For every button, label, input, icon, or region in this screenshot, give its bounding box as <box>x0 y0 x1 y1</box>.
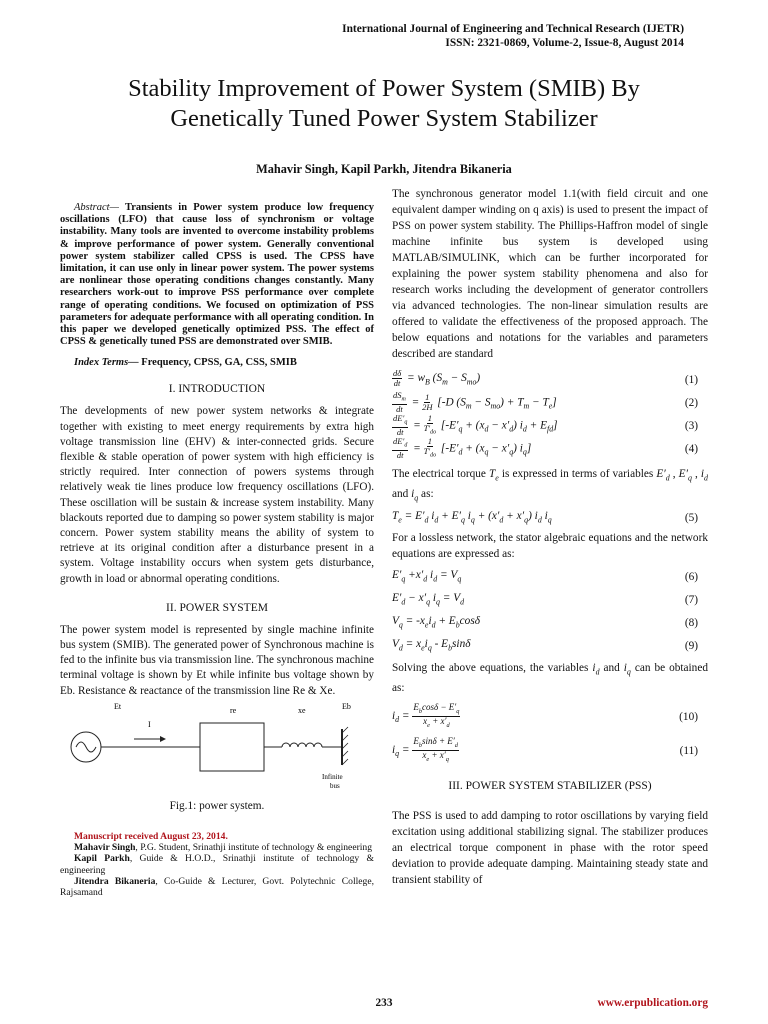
label-xe: xe <box>298 705 306 715</box>
website-link[interactable]: www.erpublication.org <box>597 997 708 1009</box>
resistance-box <box>200 723 264 771</box>
solving-text: Solving the above equations, the variables $i_d$ and $i_q$ can be obtained as: <box>392 661 708 694</box>
manuscript-received: Manuscript received August 23, 2014. <box>74 830 228 842</box>
equation-5: $T_e = E'_d$ $i_d + E'_q$ $i_q + (x'_d + x'_q)$ $i_d$ $i_q$ (5) <box>392 509 698 525</box>
journal-issn: ISSN: 2321-0869, Volume-2, Issue-8, August 2014 <box>445 37 684 49</box>
section-3-heading: III. POWER SYSTEM STABILIZER (PSS) <box>448 779 652 792</box>
label-bus: bus <box>330 781 340 790</box>
section-2-body: The power system model is represented by single machine infinite bus system (SMIB). The generated power of Synchronous machine is fed to the infinite bus via transmission line. The synchronous machine terminal voltage is shown by Et while infinite bus voltage shown by Eb. Resistance & reactance of the transmission line Re & Xe. <box>60 623 374 697</box>
equation-11: $i_q$ = $\frac{E_b\sin\delta + E'_d}{x_e + x'_q}$ (11) <box>392 736 698 764</box>
sine-wave-icon <box>76 742 96 752</box>
figure-caption: Fig.1: power system. <box>169 799 265 812</box>
paper-title <box>40 74 728 134</box>
right-column <box>392 186 708 888</box>
equation-9: $V_d = x_ei_q - E_b\sin\delta$ (9) <box>392 637 698 653</box>
equation-1: $\frac{d\delta}{dt}$ = $w_B$ $(S_m - S_{mo})$ (1) <box>393 367 698 388</box>
abstract: Abstract— Transients in Power system produce low frequency oscillations (LFO) that cause loss of synchronism or voltage instability. Many tools are invented to overcome instability problems & improve performance of power system. Generally conventional power system stabilizer called CPSS is used. The CPSS have limitation, it can use only in linear power system. The power systems are nonlinear those operating conditions changes constantly. Many researchers work-out to improve PSS performance over complete range of operating conditions. We focused on optimization of PSS parameters for adequate performance with all operating condition. In this paper we developed genetically optimized PSS. The effect of CPSS & genetically tuned PSS are demonstrated over SMIB. <box>60 202 374 348</box>
page-number: 233 <box>375 997 393 1009</box>
arrow-head-icon <box>160 736 166 742</box>
equation-4: $\frac{dE'_d}{dt}$ = $\frac{1}{T'_{do}}$ [$-E'_d + (x_q - x'_q)$ $i_q$] (4) <box>393 435 698 461</box>
model-intro: The synchronous generator model 1.1(with field circuit and one equivalent damper winding on q axis) is used to present the impact of PSS on power system stability. The Phillips-Haffron model of single machine infinite bus system is developed using MATLAB/SIMULINK, which can be further incorporated for explaining the power system stability phenomena and also for research works including the development of generator controllers via advanced technologies. The non-linear simulation results are offered to validate the effectiveness of the proposed approach. The below equations and notations for the variables and parameters described are standard <box>392 188 708 360</box>
equation-2: $\frac{dS_m}{dt}$ = $\frac{1}{2H}$ [-D $(S_m - S_{mo}) + T_m - T_e$] (2) <box>393 389 698 415</box>
inductor-coil <box>282 743 322 747</box>
section-3-body: The PSS is used to add damping to rotor oscillations by varying field excitation using additional stabilizing signal. The stabilizer produces an electrical torque component in phase with the rotor speed deviation to provide adequate damping. Maintaining steady state and transient stability of <box>392 809 708 886</box>
title-line-2: Genetically Tuned Power System Stabilizer <box>170 105 598 132</box>
equations-block-3 <box>392 700 708 768</box>
label-et: Et <box>114 701 122 711</box>
author-note-1: Mahavir Singh, P.G. Student, Srinathji institute of technology & engineering <box>74 842 373 854</box>
journal-header <box>342 22 684 50</box>
authors: Mahavir Singh, Kapil Parkh, Jitendra Bikaneria <box>256 162 512 176</box>
journal-name: International Journal of Engineering and Technical Research (IJETR) <box>342 23 684 35</box>
label-infinite: Infinite <box>322 772 343 781</box>
left-column <box>60 186 374 898</box>
equations-block-1 <box>392 368 708 460</box>
equation-10: $i_d$ = $\frac{E_b\cos\delta - E'_q}{x_e + x'_d}$ (10) <box>392 702 698 730</box>
author-note-3: Jitendra Bikaneria, Co-Guide & Lecturer, Govt. Polytechnic College, Rajsamand <box>60 875 374 898</box>
equation-7: $E'_d - x'_q$ $i_q = V_d$ (7) <box>392 591 698 607</box>
equation-8: $V_q = -x_ei_d + E_b\cos\delta$ (8) <box>392 614 698 630</box>
author-note-2: Kapil Parkh, Guide & H.O.D., Srinathji institute of technology & engineering <box>60 853 374 876</box>
lossless-text: For a lossless network, the stator algebraic equations and the network equations are expressed as: <box>392 531 708 560</box>
equations-block-2 <box>392 566 708 658</box>
author-notes <box>60 831 374 898</box>
index-terms: Index Terms— Frequency, CPSS, GA, CSS, SMIB <box>74 357 297 369</box>
section-1-body: The developments of new power system networks & integrate together with existing to meet energy requirements by extra high voltage transmission line (EHV) & inter-connected grids. Secure flexible & stable operation of power system with high efficiency is strictly required. Inter connection of powers systems through relatively weak tie lines produce low frequency oscillations (LFO). These oscillation will be sustain & increase system instability. Many blackouts reported due to damping so power system stability is major concern. Power system stability means the ability of system to retrieve at its original condition after a disturbance present in a system. Voltage instability occurs when system gets disturbance, growth in load or abnormal operating conditions. <box>60 405 374 585</box>
section-2-heading: II. POWER SYSTEM <box>166 601 268 614</box>
smib-diagram <box>60 701 374 797</box>
title-line-1: Stability Improvement of Power System (SMIB) By <box>128 75 640 102</box>
label-i: I <box>148 719 151 729</box>
label-re: re <box>230 705 237 715</box>
section-1-heading: I. INTRODUCTION <box>168 383 266 396</box>
power-system-figure <box>60 701 374 797</box>
torque-text: The electrical torque $T_e$ is expressed in terms of variables $E'_d$ , $E'_q$ , $i_d$ and $i_q$ as: <box>392 468 708 503</box>
label-eb: Eb <box>342 701 351 711</box>
equation-3: $\frac{dE'_q}{dt}$ = $\frac{1}{T'_{do}}$ $[-E'_q + (x_d - x'_d) i_d + E_{fd}]$ (3) <box>393 412 698 438</box>
equation-6: $E'_q +x'_d$ $i_d = V_q$ (6) <box>392 568 698 584</box>
